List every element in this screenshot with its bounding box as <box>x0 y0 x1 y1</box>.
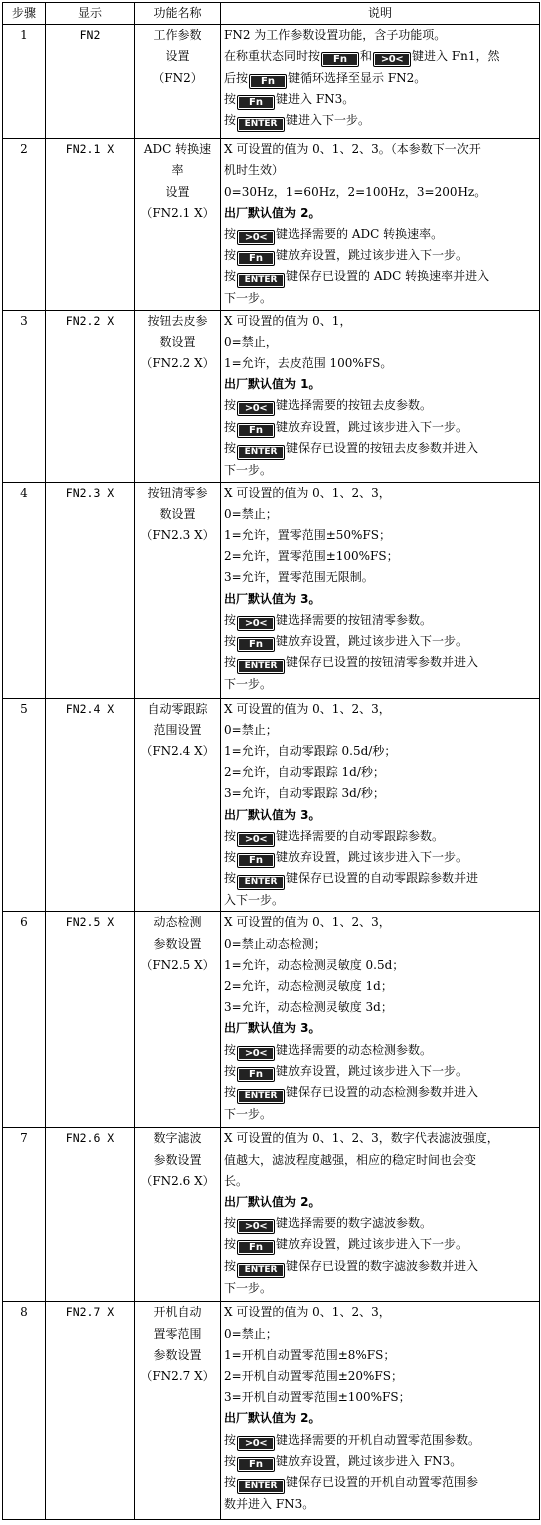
description-text: 在称重状态同时按 <box>224 49 321 64</box>
function-name-line: 数字滤波 <box>153 1131 202 1146</box>
parameter-table <box>2 2 540 1520</box>
description-text: 键进入 Fn1，然 <box>412 49 500 64</box>
description-line <box>224 674 536 695</box>
description-line <box>224 1472 536 1494</box>
description-line <box>224 1104 536 1125</box>
zero-key-icon <box>237 1046 275 1061</box>
description-text: 1=允许，动态检测灵敏度 0.5d； <box>224 957 405 972</box>
description-text: 后按 <box>224 70 249 85</box>
description-line <box>224 460 536 481</box>
description-text: 键放弃设置，跳过该步进入下一步。 <box>276 1063 469 1078</box>
description-line <box>224 483 536 504</box>
key-label: >0< <box>239 834 273 845</box>
key-label: ENTER <box>239 1481 283 1492</box>
description-line <box>224 1150 536 1171</box>
description-text: 和 <box>360 49 373 64</box>
description-text: 按 <box>224 1237 237 1252</box>
table-row <box>3 1302 540 1520</box>
fn-key-icon <box>237 1240 275 1255</box>
description-text: 键放弃设置，跳过该步进入 FN3。 <box>276 1453 463 1468</box>
table-row <box>3 1128 540 1302</box>
description <box>221 25 540 139</box>
description-text: 出厂默认值为 3。 <box>224 807 321 822</box>
default-value-line <box>224 1408 536 1429</box>
description-text: 0=禁止； <box>224 506 278 521</box>
function-name-line: 开机自动 <box>153 1305 202 1320</box>
description-text: 2=允许，置零范围±100%FS； <box>224 549 399 564</box>
display-code: FN2.1 X <box>46 139 135 310</box>
description-line <box>224 395 536 416</box>
key-label: ENTER <box>239 1091 283 1102</box>
description-text: 按 <box>224 227 237 242</box>
function-name-line: 按钮清零参 <box>147 485 208 500</box>
description-line <box>224 332 536 353</box>
enter-key-icon <box>237 117 285 132</box>
description-line <box>224 504 536 525</box>
description <box>221 1128 540 1302</box>
description-line <box>224 783 536 804</box>
description-text: 按 <box>224 1258 237 1273</box>
table-body <box>3 25 540 1520</box>
description-text: 键选择需要的按钮去皮参数。 <box>276 398 433 413</box>
description-line <box>224 762 536 783</box>
zero-key-icon <box>237 616 275 631</box>
description-line <box>224 46 536 67</box>
description-line <box>224 89 536 110</box>
key-label: ENTER <box>239 447 283 458</box>
function-name <box>135 698 221 912</box>
display-code: FN2.3 X <box>46 482 135 698</box>
table-row <box>3 698 540 912</box>
description-text: 按 <box>224 1432 237 1447</box>
description-line <box>224 955 536 976</box>
description-line <box>224 266 536 288</box>
enter-key-icon <box>237 875 285 890</box>
default-value-line <box>224 805 536 826</box>
fn-key-icon <box>237 1067 275 1082</box>
description-text: 键放弃设置，跳过该步进入下一步。 <box>276 634 469 649</box>
header-row <box>3 3 540 25</box>
table-row <box>3 482 540 698</box>
function-name-line: 自动零跟踪 <box>147 701 208 716</box>
function-name-line: （FN2.6 X） <box>140 1173 215 1188</box>
function-name <box>135 1302 221 1520</box>
description-text: 2=允许，自动零跟踪 1d/秒； <box>224 765 385 780</box>
function-name-line: （FN2） <box>152 70 203 85</box>
display-code: FN2 <box>46 25 135 139</box>
description <box>221 482 540 698</box>
description-text: 按 <box>224 634 237 649</box>
description-line <box>224 826 536 847</box>
step-number: 7 <box>3 1128 46 1302</box>
description-text: 0=禁止； <box>224 1326 278 1341</box>
description-text: X 可设置的值为 0、1、2、3， <box>224 915 391 930</box>
description-text: 1=允许，置零范围±50%FS； <box>224 528 391 543</box>
description-text: 键保存已设置的动态检测参数并进入 <box>286 1085 479 1100</box>
description-text: 键进入下一步。 <box>286 113 371 128</box>
key-label: >0< <box>239 1438 273 1449</box>
step-number: 8 <box>3 1302 46 1520</box>
table-row <box>3 912 540 1128</box>
description-text: 按 <box>224 612 237 627</box>
step-number: 4 <box>3 482 46 698</box>
description-text: 出厂默认值为 2。 <box>224 1195 321 1210</box>
description-text: 按 <box>224 440 237 455</box>
description-text: 按 <box>224 655 237 670</box>
header-function-name: 功能名称 <box>135 3 221 25</box>
description-text: 键保存已设置的 ADC 转换速率并进入 <box>286 269 490 284</box>
description-text: X 可设置的值为 0、1、2、3， <box>224 1305 391 1320</box>
key-label: Fn <box>239 97 273 108</box>
description-line <box>224 1345 536 1366</box>
description-line <box>224 1278 536 1299</box>
description-text: 键放弃设置，跳过该步进入下一步。 <box>276 419 469 434</box>
function-name <box>135 912 221 1128</box>
fn-key-icon <box>249 74 287 89</box>
key-label: >0< <box>239 403 273 414</box>
zero-key-icon <box>237 401 275 416</box>
description-line <box>224 1256 536 1278</box>
function-name-line: 参数设置 <box>153 1347 202 1362</box>
description-line <box>224 1128 536 1149</box>
fn-key-icon <box>237 853 275 868</box>
description-text: 键选择需要的按钮清零参数。 <box>276 612 433 627</box>
header-step: 步骤 <box>3 3 46 25</box>
description-line <box>224 890 536 911</box>
key-label: >0< <box>375 54 409 65</box>
description-text: 下一步。 <box>224 1280 273 1295</box>
key-label: Fn <box>239 1242 273 1253</box>
description-text: 出厂默认值为 3。 <box>224 591 321 606</box>
key-label: Fn <box>239 425 273 436</box>
fn-key-icon <box>321 52 359 67</box>
description-line <box>224 720 536 741</box>
description-text: X 可设置的值为 0、1、2、3。（本参数下一次开 <box>224 142 481 157</box>
description-text: 0=禁止， <box>224 334 278 349</box>
header-display: 显示 <box>46 3 135 25</box>
description-line <box>224 438 536 460</box>
description-line <box>224 699 536 720</box>
function-name-line: 参数设置 <box>153 1152 202 1167</box>
key-label: ENTER <box>239 275 283 286</box>
key-label: >0< <box>239 1048 273 1059</box>
description-line <box>224 631 536 652</box>
zero-key-icon <box>237 1219 275 1234</box>
step-number: 1 <box>3 25 46 139</box>
description-text: 键保存已设置的开机自动置零范围参 <box>286 1475 479 1490</box>
description-text: 机时生效） <box>224 163 285 178</box>
display-code: FN2.2 X <box>46 310 135 482</box>
key-label: >0< <box>239 1221 273 1232</box>
description-text: 键选择需要的数字滤波参数。 <box>276 1216 433 1231</box>
key-label: Fn <box>239 855 273 866</box>
function-name-line: 按钮去皮参 <box>147 313 208 328</box>
description-text: 按 <box>224 850 237 865</box>
zero-key-icon <box>373 52 411 67</box>
description-line <box>224 160 536 181</box>
key-label: >0< <box>239 618 273 629</box>
description-line <box>224 934 536 955</box>
description-line <box>224 741 536 762</box>
display-code: FN2.7 X <box>46 1302 135 1520</box>
description-text: 3=允许，动态检测灵敏度 3d； <box>224 1000 393 1015</box>
description <box>221 698 540 912</box>
description-line <box>224 1302 536 1323</box>
function-name <box>135 25 221 139</box>
description-line <box>224 546 536 567</box>
description-text: 键选择需要的自动零跟踪参数。 <box>276 828 445 843</box>
description-line <box>224 1040 536 1061</box>
description-text: 下一步。 <box>224 677 273 692</box>
description-line <box>224 417 536 438</box>
description-text: 键选择需要的 ADC 转换速率。 <box>276 227 444 242</box>
description-line <box>224 1430 536 1451</box>
description-line <box>224 110 536 132</box>
description-text: 1=开机自动置零范围±8%FS； <box>224 1347 396 1362</box>
step-number: 6 <box>3 912 46 1128</box>
description-text: 入下一步。 <box>224 893 285 908</box>
function-name-line: 设置 <box>165 49 190 64</box>
fn-key-icon <box>237 423 275 438</box>
description-text: 下一步。 <box>224 291 273 306</box>
description-text: X 可设置的值为 0、1、2、3， <box>224 485 391 500</box>
description-text: 数并进入 FN3。 <box>224 1497 315 1512</box>
key-label: ENTER <box>239 1265 283 1276</box>
description-line <box>224 139 536 160</box>
description-line <box>224 1213 536 1234</box>
description <box>221 139 540 310</box>
key-label: Fn <box>323 54 357 65</box>
description-text: 键选择需要的开机自动置零范围参数。 <box>276 1432 481 1447</box>
description-text: 下一步。 <box>224 462 273 477</box>
zero-key-icon <box>237 1436 275 1451</box>
function-name-line: 数设置 <box>159 334 196 349</box>
description-text: 按 <box>224 1216 237 1231</box>
description-text: 0=30Hz，1=60Hz，2=100Hz，3=200Hz。 <box>224 184 487 199</box>
description-line <box>224 1387 536 1408</box>
description-line <box>224 68 536 89</box>
description-text: X 可设置的值为 0、1、2、3，数字代表滤波强度， <box>224 1131 499 1146</box>
description <box>221 1302 540 1520</box>
description-line <box>224 224 536 245</box>
description-text: 键保存已设置的按钮去皮参数并进入 <box>286 440 479 455</box>
key-label: ENTER <box>239 661 283 672</box>
description-text: 按 <box>224 91 237 106</box>
description-text: FN2 为工作参数设置功能，含子功能项。 <box>224 28 447 43</box>
function-name-line: 设置 <box>165 184 190 199</box>
function-name-line: ADC 转换速率 <box>143 142 212 178</box>
enter-key-icon <box>237 445 285 460</box>
default-value-line <box>224 1192 536 1213</box>
description-text: 键保存已设置的按钮清零参数并进入 <box>286 655 479 670</box>
key-label: ENTER <box>239 119 283 130</box>
zero-key-icon <box>237 832 275 847</box>
fn-key-icon <box>237 1457 275 1472</box>
key-label: Fn <box>239 1459 273 1470</box>
description <box>221 912 540 1128</box>
description-text: 0=禁止动态检测； <box>224 936 326 951</box>
key-label: >0< <box>239 232 273 243</box>
description-line <box>224 567 536 588</box>
description-text: 长。 <box>224 1173 249 1188</box>
function-name-line: （FN2.3 X） <box>140 528 215 543</box>
description-text: 按 <box>224 1453 237 1468</box>
description-text: 按 <box>224 419 237 434</box>
description-text: 出厂默认值为 2。 <box>224 205 321 220</box>
description-text: 键保存已设置的数字滤波参数并进入 <box>286 1258 479 1273</box>
description <box>221 310 540 482</box>
description-line <box>224 997 536 1018</box>
default-value-line <box>224 203 536 224</box>
function-name-line: 置零范围 <box>153 1326 202 1341</box>
fn-key-icon <box>237 95 275 110</box>
description-line <box>224 1061 536 1082</box>
description-text: 出厂默认值为 2。 <box>224 1411 321 1426</box>
enter-key-icon <box>237 1479 285 1494</box>
step-number: 5 <box>3 698 46 912</box>
function-name-line: 参数设置 <box>153 936 202 951</box>
description-text: 1=允许，去皮范围 100%FS。 <box>224 356 393 371</box>
description-line <box>224 610 536 631</box>
table-row <box>3 310 540 482</box>
function-name-line: 范围设置 <box>153 722 202 737</box>
function-name-line: （FN2.7 X） <box>140 1369 215 1384</box>
function-name-line: （FN2.5 X） <box>140 957 215 972</box>
function-name <box>135 1128 221 1302</box>
description-line <box>224 652 536 674</box>
description-text: 按 <box>224 1475 237 1490</box>
key-label: Fn <box>239 639 273 650</box>
function-name-line: （FN2.4 X） <box>140 744 215 759</box>
enter-key-icon <box>237 1263 285 1278</box>
default-value-line <box>224 374 536 395</box>
default-value-line <box>224 589 536 610</box>
description-line <box>224 1324 536 1345</box>
description-text: 2=允许，动态检测灵敏度 1d； <box>224 979 393 994</box>
description-line <box>224 1082 536 1104</box>
description-text: 出厂默认值为 1。 <box>224 377 321 392</box>
description-text: 键选择需要的动态检测参数。 <box>276 1042 433 1057</box>
description-text: 出厂默认值为 3。 <box>224 1021 321 1036</box>
zero-key-icon <box>237 230 275 245</box>
description-text: 2=开机自动置零范围±20%FS； <box>224 1369 403 1384</box>
description-line <box>224 182 536 203</box>
table-row <box>3 139 540 310</box>
description-line <box>224 288 536 309</box>
enter-key-icon <box>237 1089 285 1104</box>
description-line <box>224 25 536 46</box>
description-text: 按 <box>224 269 237 284</box>
function-name-line: 动态检测 <box>153 915 202 930</box>
display-code: FN2.4 X <box>46 698 135 912</box>
table-row <box>3 25 540 139</box>
description-text: 值越大，滤波程度越强，相应的稳定时间也会变 <box>224 1152 477 1167</box>
key-label: Fn <box>239 1069 273 1080</box>
key-label: Fn <box>239 253 273 264</box>
description-text: 按 <box>224 871 237 886</box>
enter-key-icon <box>237 273 285 288</box>
function-name-line: 工作参数 <box>153 28 202 43</box>
step-number: 2 <box>3 139 46 310</box>
key-label: Fn <box>251 76 285 87</box>
description-line <box>224 311 536 332</box>
function-name <box>135 482 221 698</box>
description-text: 键循环选择至显示 FN2。 <box>288 70 427 85</box>
description-text: 1=允许，自动零跟踪 0.5d/秒； <box>224 744 397 759</box>
function-name-line: （FN2.1 X） <box>140 205 215 220</box>
description-line <box>224 868 536 890</box>
description-text: 键保存已设置的自动零跟踪参数并进 <box>286 871 479 886</box>
description-text: 键放弃设置，跳过该步进入下一步。 <box>276 248 469 263</box>
description-text: 按 <box>224 113 237 128</box>
description-line <box>224 1451 536 1472</box>
header-description: 说明 <box>221 3 540 25</box>
function-name <box>135 139 221 310</box>
description-text: 3=允许，自动零跟踪 3d/秒； <box>224 786 385 801</box>
description-text: 下一步。 <box>224 1107 273 1122</box>
description-line <box>224 525 536 546</box>
function-name-line: 数设置 <box>159 506 196 521</box>
description-text: X 可设置的值为 0、1、2、3， <box>224 701 391 716</box>
description-text: 3=开机自动置零范围±100%FS； <box>224 1390 411 1405</box>
description-text: 按 <box>224 1042 237 1057</box>
description-text: 按 <box>224 398 237 413</box>
description-line <box>224 847 536 868</box>
enter-key-icon <box>237 659 285 674</box>
default-value-line <box>224 1018 536 1039</box>
description-text: 0=禁止； <box>224 722 278 737</box>
description-line <box>224 1366 536 1387</box>
description-text: 3=允许，置零范围无限制。 <box>224 570 374 585</box>
description-text: X 可设置的值为 0、1， <box>224 313 352 328</box>
description-line <box>224 1234 536 1255</box>
fn-key-icon <box>237 251 275 266</box>
display-code: FN2.5 X <box>46 912 135 1128</box>
description-line <box>224 1171 536 1192</box>
description-line <box>224 976 536 997</box>
description-text: 按 <box>224 248 237 263</box>
description-text: 键放弃设置，跳过该步进入下一步。 <box>276 1237 469 1252</box>
description-text: 键进入 FN3。 <box>276 91 355 106</box>
display-code: FN2.6 X <box>46 1128 135 1302</box>
function-name <box>135 310 221 482</box>
step-number: 3 <box>3 310 46 482</box>
description-line <box>224 1494 536 1515</box>
description-line <box>224 912 536 933</box>
fn-key-icon <box>237 637 275 652</box>
description-text: 键放弃设置，跳过该步进入下一步。 <box>276 850 469 865</box>
description-line <box>224 353 536 374</box>
description-line <box>224 245 536 266</box>
description-text: 按 <box>224 1063 237 1078</box>
description-text: 按 <box>224 828 237 843</box>
key-label: ENTER <box>239 877 283 888</box>
description-text: 按 <box>224 1085 237 1100</box>
function-name-line: （FN2.2 X） <box>140 356 215 371</box>
